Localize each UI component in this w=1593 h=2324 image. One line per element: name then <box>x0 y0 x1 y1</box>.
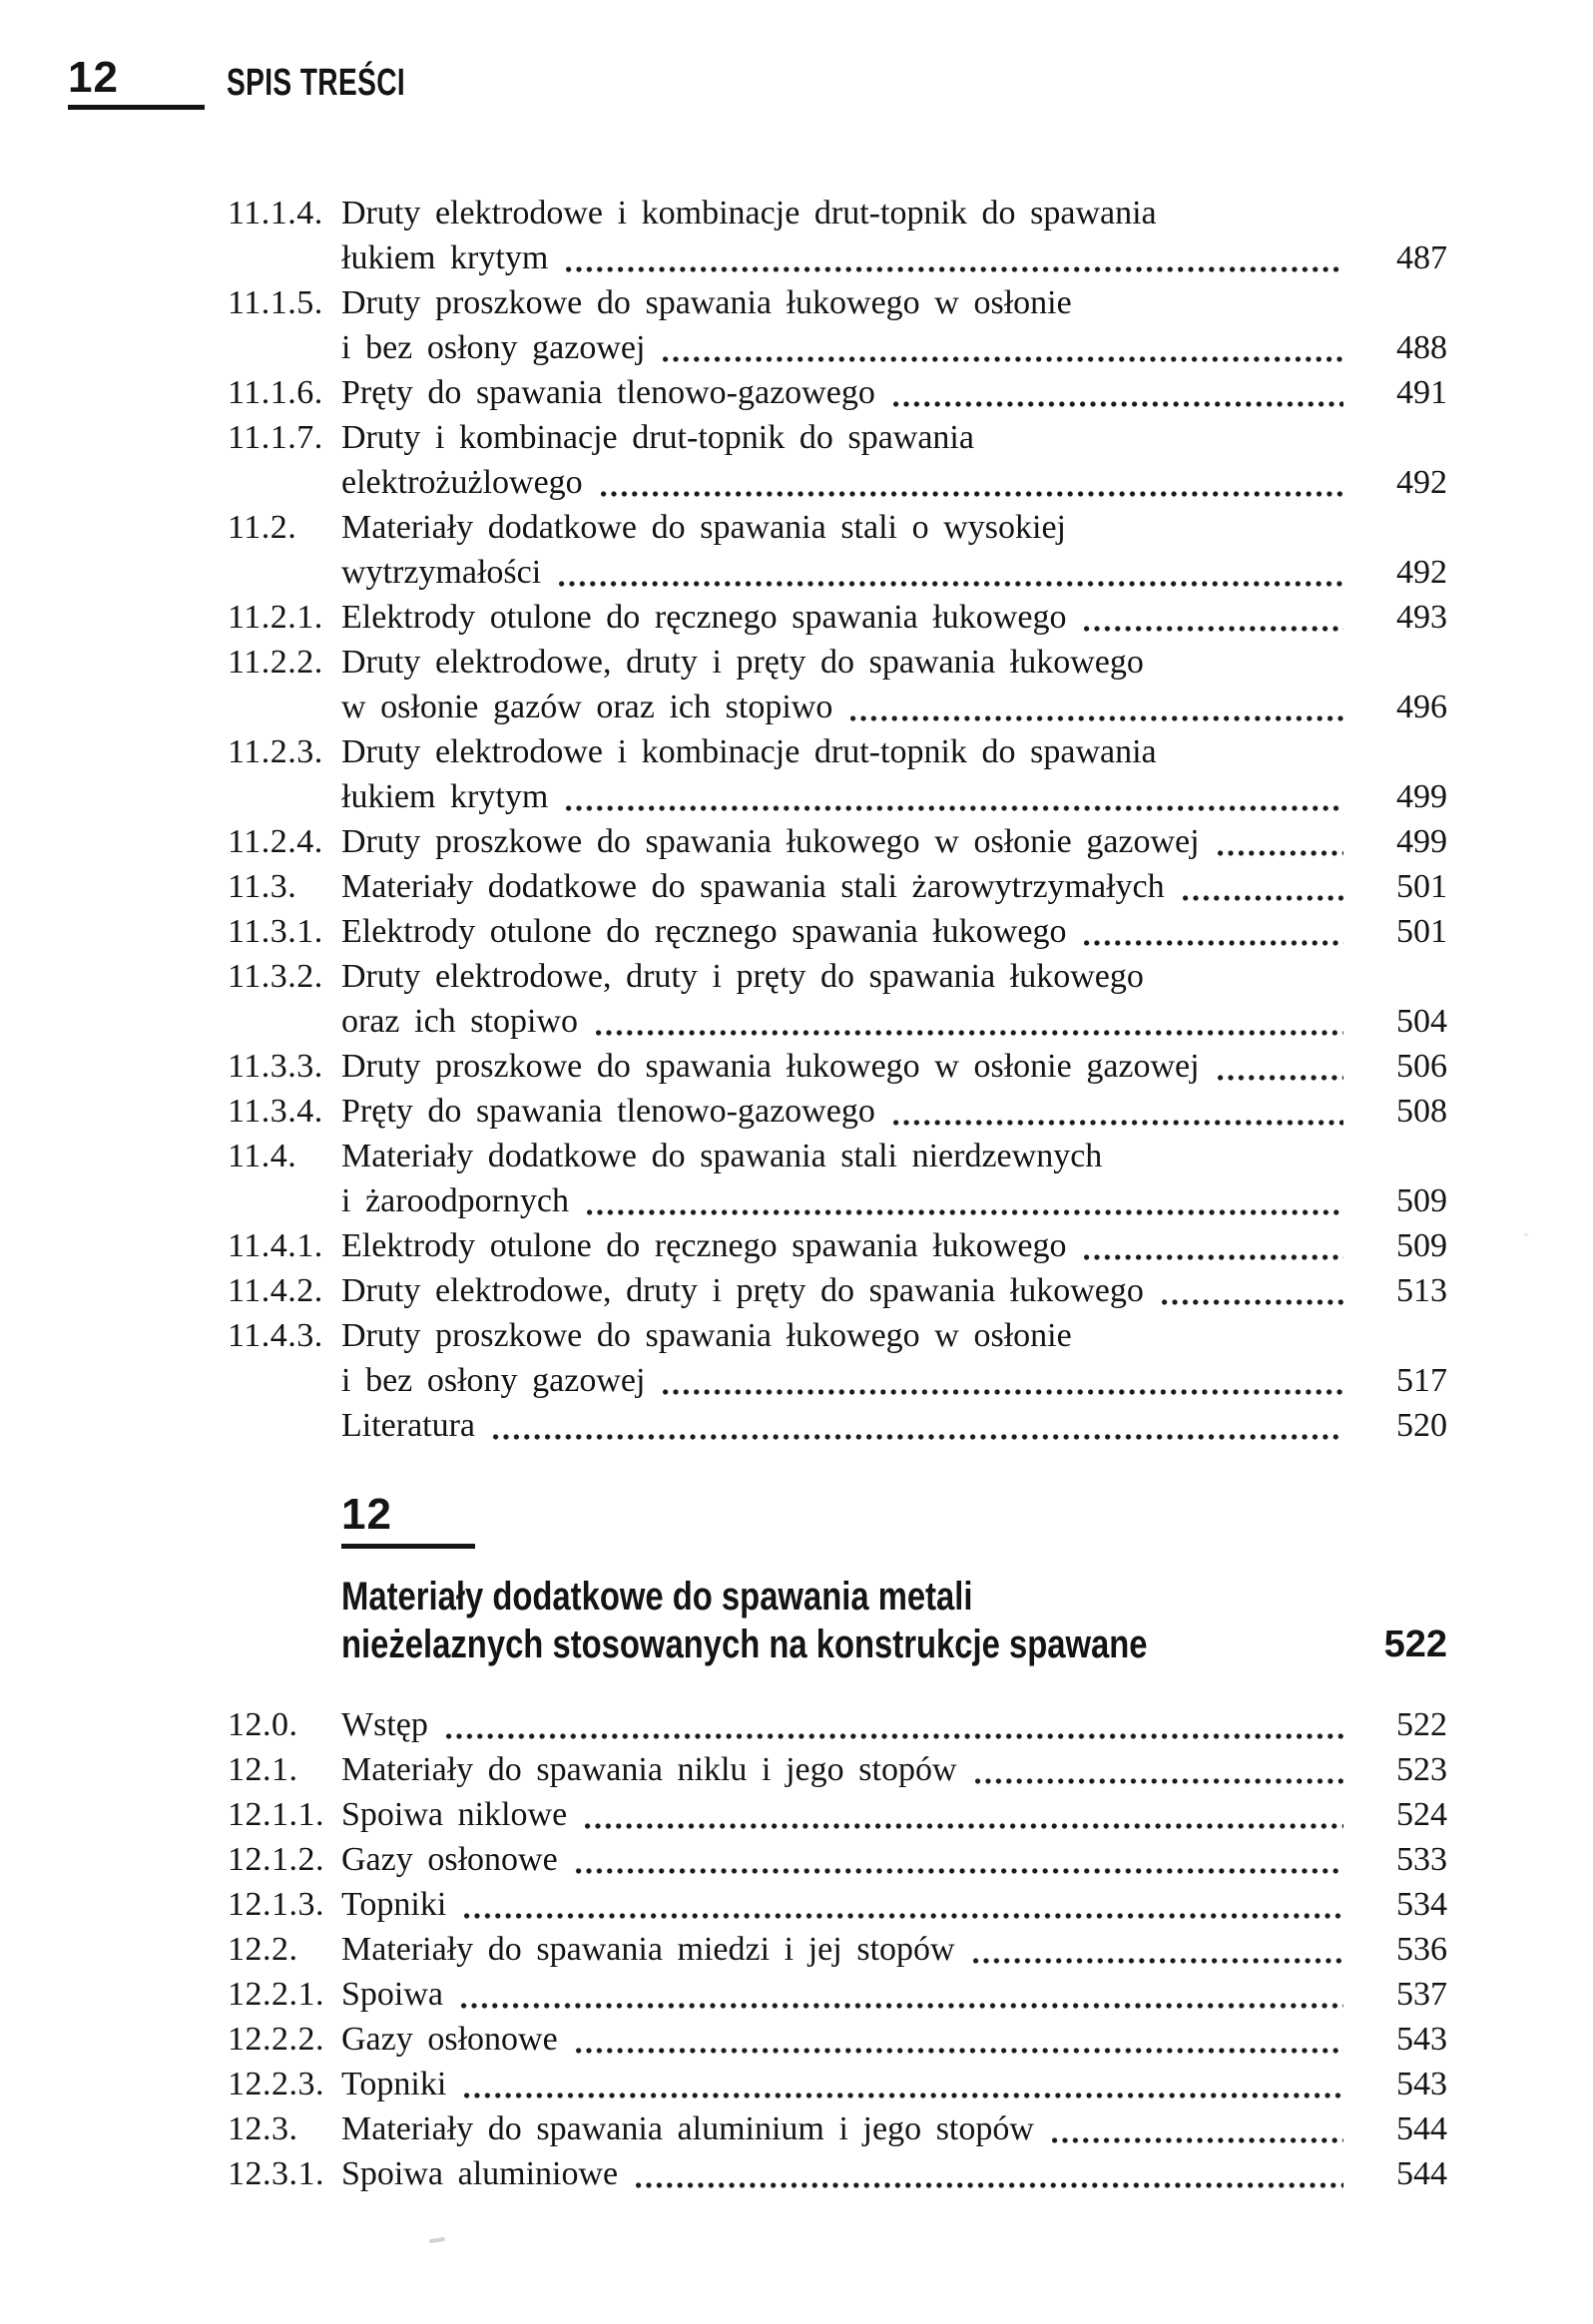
toc-entry-title: Topniki <box>341 1886 447 1923</box>
toc-entry-page: 499 <box>1396 778 1447 815</box>
toc-entry <box>228 1403 1447 1448</box>
toc-entry-page: 522 <box>1396 1706 1447 1743</box>
toc-entry <box>228 191 1447 280</box>
toc-entry-body <box>341 1972 1447 2017</box>
toc-entry-page: 513 <box>1396 1272 1447 1309</box>
toc-entry-page: 509 <box>1396 1227 1447 1264</box>
toc-entry-page: 499 <box>1396 823 1447 860</box>
toc-entry <box>228 1792 1447 1837</box>
toc-entry-last-line <box>341 550 1447 595</box>
toc-entry <box>228 1223 1447 1268</box>
dotted-leader <box>1162 1268 1343 1313</box>
dotted-leader <box>464 2062 1343 2106</box>
dotted-leader <box>893 370 1343 415</box>
toc-entry-last-line <box>341 1358 1447 1403</box>
toc-entry-number: 11.1.7. <box>228 419 323 456</box>
toc-entry-title: Pręty do spawania tlenowo-gazowego <box>341 1093 875 1130</box>
toc-entry-body <box>341 191 1447 280</box>
chapter-title-row <box>341 1573 1447 1668</box>
chapter-title-line-2: nieżelaznych stosowanych na konstrukcje spawane <box>341 1623 1148 1666</box>
toc-entry-number: 11.3. <box>228 868 297 905</box>
toc-entry-number: 12.2.2. <box>228 2021 324 2058</box>
chapter-number-underline <box>341 1490 475 1549</box>
toc-entry-last-line <box>341 685 1447 729</box>
toc-entry-number <box>228 1403 341 1448</box>
toc-entry-title: elektrożużlowego <box>341 464 583 501</box>
toc-entry-number: 11.4. <box>228 1138 297 1174</box>
toc-entry-title: Druty proszkowe do spawania łukowego w osłonie gazowej <box>341 823 1200 860</box>
dotted-leader <box>566 235 1343 280</box>
toc-entry-page: 506 <box>1396 1048 1447 1085</box>
toc-entry-number: 12.1.2. <box>228 1841 324 1878</box>
dotted-leader <box>663 325 1343 370</box>
toc-entry-page: 534 <box>1396 1886 1447 1923</box>
toc-entry-body <box>341 640 1447 729</box>
toc-entry-body <box>341 505 1447 595</box>
toc-entry-body <box>341 1927 1447 1972</box>
toc-entry-title: Materiały do spawania miedzi i jej stopów <box>341 1931 955 1968</box>
toc-entry-title: Materiały dodatkowe do spawania stali żarowytrzymałych <box>341 868 1165 905</box>
toc-entry-number: 12.3. <box>228 2110 298 2147</box>
toc-entry-body <box>341 954 1447 1044</box>
toc-entry-wrapped-lines <box>341 1134 1447 1178</box>
toc-entry-wrapped-lines <box>341 729 1447 774</box>
toc-entry-body <box>341 1313 1447 1403</box>
toc-entry <box>228 415 1447 505</box>
toc-entry-body <box>341 1134 1447 1223</box>
toc-entry-body <box>341 370 1447 415</box>
toc-entry-title: Topniki <box>341 2066 447 2102</box>
toc-entry-body <box>341 2106 1447 2151</box>
toc-entry-number: 11.3.1. <box>228 913 323 950</box>
toc-entry-number: 11.1.5. <box>228 284 323 321</box>
toc-entry <box>228 595 1447 640</box>
scan-artifact <box>429 2237 445 2243</box>
toc-entry <box>228 864 1447 909</box>
toc-entry-title-line: Materiały dodatkowe do spawania stali nierdzewnych <box>341 1138 1103 1174</box>
toc-entry-body <box>341 1882 1447 1927</box>
toc-entry <box>228 1134 1447 1223</box>
toc-entry-number: 12.2.1. <box>228 1976 324 2013</box>
toc-entry-title: Elektrody otulone do ręcznego spawania łukowego <box>341 599 1067 636</box>
toc-entry-last-line <box>341 2106 1447 2151</box>
toc-entry-last-line <box>341 2062 1447 2106</box>
toc-entry-title: Spoiwa niklowe <box>341 1796 568 1833</box>
toc-entry-last-line <box>341 325 1447 370</box>
toc-entry <box>228 819 1447 864</box>
toc-entry-body <box>341 819 1447 864</box>
toc-entry-last-line <box>341 2151 1447 2196</box>
toc-entry-title: łukiem krytym <box>341 239 549 276</box>
toc-entry-title-line: Druty elektrodowe, druty i pręty do spawania łukowego <box>341 644 1144 681</box>
toc-entry-last-line <box>341 1702 1447 1747</box>
toc-entry-title-line: Materiały dodatkowe do spawania stali o wysokiej <box>341 509 1067 546</box>
toc-entry-page: 491 <box>1396 374 1447 411</box>
toc-entry <box>228 909 1447 954</box>
toc-entry <box>228 1268 1447 1313</box>
toc-entry-number: 11.3.4. <box>228 1093 323 1130</box>
toc-entry-number: 11.3.2. <box>228 958 323 995</box>
toc-entry-page: 544 <box>1396 2110 1447 2147</box>
dotted-leader <box>559 550 1343 595</box>
toc-entry <box>228 954 1447 1044</box>
toc-entry-body <box>341 1223 1447 1268</box>
toc-entry-last-line <box>341 1837 1447 1882</box>
toc-entry-last-line <box>341 864 1447 909</box>
toc-entry <box>228 1972 1447 2017</box>
toc-entry-last-line <box>341 1403 1447 1448</box>
dotted-leader <box>1084 909 1343 954</box>
toc-entry-number: 11.4.1. <box>228 1227 323 1264</box>
toc-entry-page: 536 <box>1396 1931 1447 1968</box>
chapter-title <box>341 1573 1173 1668</box>
scan-artifact <box>1524 1233 1528 1236</box>
dotted-leader <box>566 774 1343 819</box>
toc-entry-body <box>341 1403 1447 1448</box>
toc-entry-title: Wstęp <box>341 1706 428 1743</box>
toc-entry-last-line <box>341 1268 1447 1313</box>
toc-entry-page: 508 <box>1396 1093 1447 1130</box>
toc-entry-number: 12.2.3. <box>228 2066 324 2102</box>
toc-entry-title: Elektrody otulone do ręcznego spawania łukowego <box>341 913 1067 950</box>
toc-entry-wrapped-lines <box>341 954 1447 999</box>
toc-entry-body <box>341 909 1447 954</box>
toc-entry <box>228 1702 1447 1747</box>
dotted-leader <box>1084 1223 1343 1268</box>
toc-entry-page: 517 <box>1396 1362 1447 1399</box>
page-title: SPIS TREŚCI <box>227 62 406 104</box>
toc-entry-body <box>341 1268 1447 1313</box>
toc-entry-page: 492 <box>1396 554 1447 591</box>
chapter-number: 12 <box>341 1490 392 1539</box>
dotted-leader <box>1084 595 1343 640</box>
header-page-number-underline <box>68 53 205 110</box>
toc-entry <box>228 280 1447 370</box>
toc-entry-number: 12.2. <box>228 1931 298 1968</box>
toc-entry-title: Materiały do spawania niklu i jego stopów <box>341 1751 957 1788</box>
toc-entry-last-line <box>341 819 1447 864</box>
toc-entry-body <box>341 1747 1447 1792</box>
toc-entry-last-line <box>341 1044 1447 1089</box>
toc-entry-body <box>341 1837 1447 1882</box>
dotted-leader <box>850 685 1343 729</box>
page-header <box>68 53 1525 110</box>
toc-entry-page: 524 <box>1396 1796 1447 1833</box>
toc-entry <box>228 1747 1447 1792</box>
toc-entry-last-line <box>341 1792 1447 1837</box>
toc-entry-last-line <box>341 595 1447 640</box>
toc-entry-last-line <box>341 909 1447 954</box>
dotted-leader <box>585 1792 1343 1837</box>
toc-entry-title-line: Druty elektrodowe i kombinacje drut-topnik do spawania <box>341 195 1157 232</box>
toc-entry-page: 504 <box>1396 1003 1447 1040</box>
toc-entry <box>228 370 1447 415</box>
toc-entry <box>228 2151 1447 2196</box>
toc-entry <box>228 640 1447 729</box>
toc-entry <box>228 2106 1447 2151</box>
toc-entry <box>228 505 1447 595</box>
toc-entry-number: 11.4.2. <box>228 1272 323 1309</box>
toc-entry-title-line: Druty elektrodowe, druty i pręty do spawania łukowego <box>341 958 1144 995</box>
toc-entry-page: 520 <box>1396 1407 1447 1444</box>
toc-entry-page: 488 <box>1396 329 1447 366</box>
toc-entry-wrapped-lines <box>341 640 1447 685</box>
toc-entry-title: i bez osłony gazowej <box>341 1362 646 1399</box>
toc-entry-title-line: Druty proszkowe do spawania łukowego w osłonie <box>341 284 1072 321</box>
toc-entry-title: wytrzymałości <box>341 554 542 591</box>
dotted-leader <box>636 2151 1343 2196</box>
toc-entry-last-line <box>341 235 1447 280</box>
dotted-leader <box>1218 819 1343 864</box>
dotted-leader <box>893 1089 1343 1134</box>
header-page-number: 12 <box>68 53 119 102</box>
toc-entry-body <box>341 729 1447 819</box>
dotted-leader <box>601 460 1343 505</box>
toc-entry-wrapped-lines <box>341 191 1447 235</box>
dotted-leader <box>576 2017 1343 2062</box>
toc-entry-page: 492 <box>1396 464 1447 501</box>
toc-entry-body <box>341 864 1447 909</box>
toc-entry-title: Gazy osłonowe <box>341 2021 558 2058</box>
toc-entry-number: 11.3.3. <box>228 1048 323 1085</box>
toc-entry-title: Literatura <box>341 1407 476 1444</box>
toc-entry-last-line <box>341 370 1447 415</box>
dotted-leader <box>1052 2106 1343 2151</box>
dotted-leader <box>464 1882 1343 1927</box>
toc-entry-number: 12.3.1. <box>228 2155 324 2192</box>
toc-list-chapter-12 <box>228 1702 1447 2196</box>
toc-entry-last-line <box>341 1882 1447 1927</box>
toc-entry <box>228 729 1447 819</box>
toc-entry-wrapped-lines <box>341 415 1447 460</box>
toc-entry-body <box>341 1044 1447 1089</box>
toc-entry-number: 12.1.3. <box>228 1886 324 1923</box>
toc-entry-body <box>341 595 1447 640</box>
toc-entry <box>228 1882 1447 1927</box>
toc-entry-title: łukiem krytym <box>341 778 549 815</box>
dotted-leader <box>493 1403 1343 1448</box>
toc-entry-title: i bez osłony gazowej <box>341 329 646 366</box>
toc-entry-number: 11.2.2. <box>228 644 323 681</box>
toc-entry-title-line: Druty proszkowe do spawania łukowego w osłonie <box>341 1317 1072 1354</box>
toc-entry-last-line <box>341 2017 1447 2062</box>
toc-entry-body <box>341 2062 1447 2106</box>
toc-entry-title: Elektrody otulone do ręcznego spawania łukowego <box>341 1227 1067 1264</box>
toc-entry-title: Spoiwa <box>341 1976 443 2013</box>
toc-entry <box>228 1837 1447 1882</box>
dotted-leader <box>576 1837 1343 1882</box>
toc-entry-number: 12.1.1. <box>228 1796 324 1833</box>
toc-entry-body <box>341 2017 1447 2062</box>
toc-entry-title: oraz ich stopiwo <box>341 1003 578 1040</box>
chapter-page-number: 522 <box>1383 1624 1447 1665</box>
toc-entry-body <box>341 2151 1447 2196</box>
toc-entry-wrapped-lines <box>341 280 1447 325</box>
toc-entry-number: 11.2. <box>228 509 297 546</box>
toc-entry-body <box>341 415 1447 505</box>
toc-entry-last-line <box>341 1089 1447 1134</box>
chapter-title-line-1: Materiały dodatkowe do spawania metali <box>341 1575 973 1619</box>
dotted-leader <box>975 1747 1344 1792</box>
toc-entry-number: 12.1. <box>228 1751 298 1788</box>
toc-entry-page: 543 <box>1396 2021 1447 2058</box>
toc-entry <box>228 1927 1447 1972</box>
toc-entry-title: w osłonie gazów oraz ich stopiwo <box>341 689 833 725</box>
toc-entry-title: Druty elektrodowe, druty i pręty do spawania łukowego <box>341 1272 1144 1309</box>
toc-entry-title: Pręty do spawania tlenowo-gazowego <box>341 374 875 411</box>
toc-entry-number: 11.4.3. <box>228 1317 323 1354</box>
toc-entry-last-line <box>341 999 1447 1044</box>
toc-entry-title: Gazy osłonowe <box>341 1841 558 1878</box>
toc-entry-page: 543 <box>1396 2066 1447 2102</box>
toc-entry-page: 493 <box>1396 599 1447 636</box>
toc-entry-page: 501 <box>1396 913 1447 950</box>
toc-entry <box>228 2017 1447 2062</box>
toc-entry-body <box>341 1792 1447 1837</box>
toc-entry-body <box>341 1702 1447 1747</box>
toc-entry-number: 11.1.4. <box>228 195 323 232</box>
toc-entry-title: Druty proszkowe do spawania łukowego w osłonie gazowej <box>341 1048 1200 1085</box>
toc-entry-last-line <box>341 1178 1447 1223</box>
toc-entry-title-line: Druty i kombinacje drut-topnik do spawania <box>341 419 974 456</box>
toc-entry-page: 509 <box>1396 1182 1447 1219</box>
toc-entry-body <box>341 280 1447 370</box>
toc-entry-number: 12.0. <box>228 1706 298 1743</box>
toc-entry-last-line <box>341 460 1447 505</box>
toc-list-chapter-11 <box>228 191 1447 1448</box>
toc-entry-page: 501 <box>1396 868 1447 905</box>
dotted-leader <box>1218 1044 1343 1089</box>
toc-entry-number: 11.1.6. <box>228 374 323 411</box>
toc-entry-page: 523 <box>1396 1751 1447 1788</box>
dotted-leader <box>446 1702 1343 1747</box>
toc-entry-last-line <box>341 1927 1447 1972</box>
dotted-leader <box>461 1972 1343 2017</box>
toc-entry-page: 496 <box>1396 689 1447 725</box>
toc-entry-last-line <box>341 1223 1447 1268</box>
toc-entry-number: 11.2.3. <box>228 733 323 770</box>
toc-entry-last-line <box>341 1972 1447 2017</box>
toc-entry-page: 487 <box>1396 239 1447 276</box>
toc-entry <box>228 1044 1447 1089</box>
toc-entry <box>228 2062 1447 2106</box>
toc-entry <box>228 1089 1447 1134</box>
toc-entry-body <box>341 1089 1447 1134</box>
toc-entry-page: 533 <box>1396 1841 1447 1878</box>
toc-entry-number: 11.2.4. <box>228 823 323 860</box>
dotted-leader <box>596 999 1343 1044</box>
toc-entry-last-line <box>341 774 1447 819</box>
toc-entry <box>228 1313 1447 1403</box>
toc-entry-title: Materiały do spawania aluminium i jego stopów <box>341 2110 1034 2147</box>
toc-entry-last-line <box>341 1747 1447 1792</box>
toc-entry-number: 11.2.1. <box>228 599 323 636</box>
toc-entry-wrapped-lines <box>341 1313 1447 1358</box>
toc-entry-title: i żaroodpornych <box>341 1182 569 1219</box>
toc-entry-wrapped-lines <box>341 505 1447 550</box>
toc-entry-page: 544 <box>1396 2155 1447 2192</box>
toc-entry-title: Spoiwa aluminiowe <box>341 2155 619 2192</box>
chapter-heading-block <box>341 1490 1447 1668</box>
toc-entry-title-line: Druty elektrodowe i kombinacje drut-topnik do spawania <box>341 733 1157 770</box>
dotted-leader <box>973 1927 1343 1972</box>
dotted-leader <box>663 1358 1343 1403</box>
dotted-leader <box>1183 864 1343 909</box>
dotted-leader <box>587 1178 1343 1223</box>
toc-entry-page: 537 <box>1396 1976 1447 2013</box>
